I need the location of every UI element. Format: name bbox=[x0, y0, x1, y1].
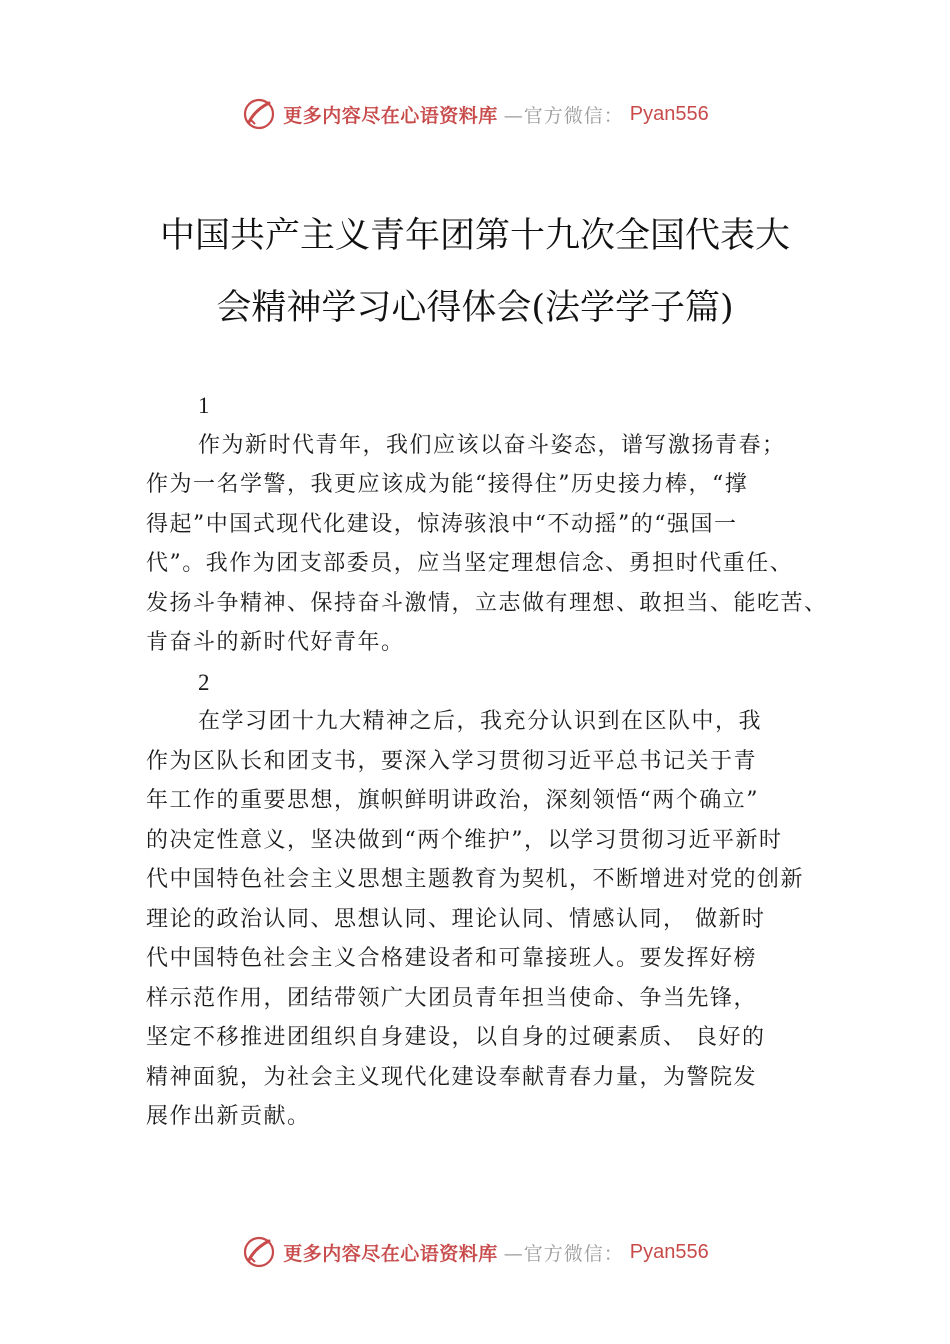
header-banner bbox=[0, 94, 950, 134]
paragraph-line: 精神面貌，为社会主义现代化建设奉献青春力量，为警院发 bbox=[146, 1064, 758, 1090]
paragraph-line: 代”。我作为团支部委员，应当坚定理想信念、勇担时代重任、 bbox=[146, 551, 794, 576]
paragraph-line: 的决定性意义，坚决做到“两个维护”，以学习贯彻习近平新时 bbox=[146, 827, 783, 853]
paragraph-line: 坚定不移推进团组织自身建设，以自身的过硬素质、 良好的 bbox=[146, 1025, 766, 1050]
paragraph-line: 在学习团十九大精神之后，我充分认识到在区队中，我 bbox=[198, 709, 763, 734]
section-number: 1 bbox=[198, 393, 210, 418]
paragraph-line: 展作出新贡献。 bbox=[146, 1104, 311, 1129]
banner-wechat-id: Pyan556 bbox=[629, 1240, 709, 1263]
footer-banner bbox=[0, 1232, 950, 1272]
banner-slogan: 更多内容尽在心语资料库 bbox=[283, 104, 498, 127]
document-title bbox=[0, 200, 950, 344]
banner-wechat-label: —官方微信： bbox=[503, 1242, 624, 1265]
paragraph-line: 作为新时代青年，我们应该以奋斗姿态，谱写激扬青春； bbox=[198, 432, 786, 458]
section-number: 2 bbox=[198, 669, 210, 695]
document-body bbox=[146, 386, 836, 1137]
paragraph-line: 发扬斗争精神、保持奋斗激情，立志做有理想、敢担当、能吃苦、 bbox=[146, 590, 828, 616]
pen-logo-icon bbox=[241, 96, 277, 132]
paragraph-line: 作为一名学警，我更应该成为能“接得住”历史接力棒，“撑 bbox=[146, 472, 749, 497]
paragraph-line: 代中国特色社会主义思想主题教育为契机，不断增进对党的创新 bbox=[146, 867, 805, 892]
paragraph-line: 理论的政治认同、思想认同、理论认同、情感认同， 做新时 bbox=[146, 906, 766, 932]
paragraph-line: 代中国特色社会主义合格建设者和可靠接班人。要发挥好榜 bbox=[146, 946, 758, 971]
paragraph-line: 年工作的重要思想，旗帜鲜明讲政治，深刻领悟“两个确立” bbox=[146, 788, 759, 813]
pen-logo-icon bbox=[241, 1234, 277, 1270]
paragraph-line: 肯奋斗的新时代好青年。 bbox=[146, 630, 405, 655]
banner-wechat-id: Pyan556 bbox=[629, 102, 709, 125]
paragraph-line: 作为区队长和团支书，要深入学习贯彻习近平总书记关于青 bbox=[146, 748, 758, 774]
title-line-1: 中国共产主义青年团第十九次全国代表大 bbox=[159, 216, 790, 256]
paragraph-line: 得起”中国式现代化建设，惊涛骇浪中“不动摇”的“强国一 bbox=[146, 511, 738, 537]
paragraph-line: 样示范作用，团结带领广大团员青年担当使命、争当先锋， bbox=[146, 985, 758, 1011]
title-line-2: 会精神学习心得体会(法学学子篇) bbox=[216, 288, 734, 328]
banner-slogan: 更多内容尽在心语资料库 bbox=[283, 1242, 498, 1265]
banner-wechat-label: —官方微信： bbox=[503, 104, 624, 127]
